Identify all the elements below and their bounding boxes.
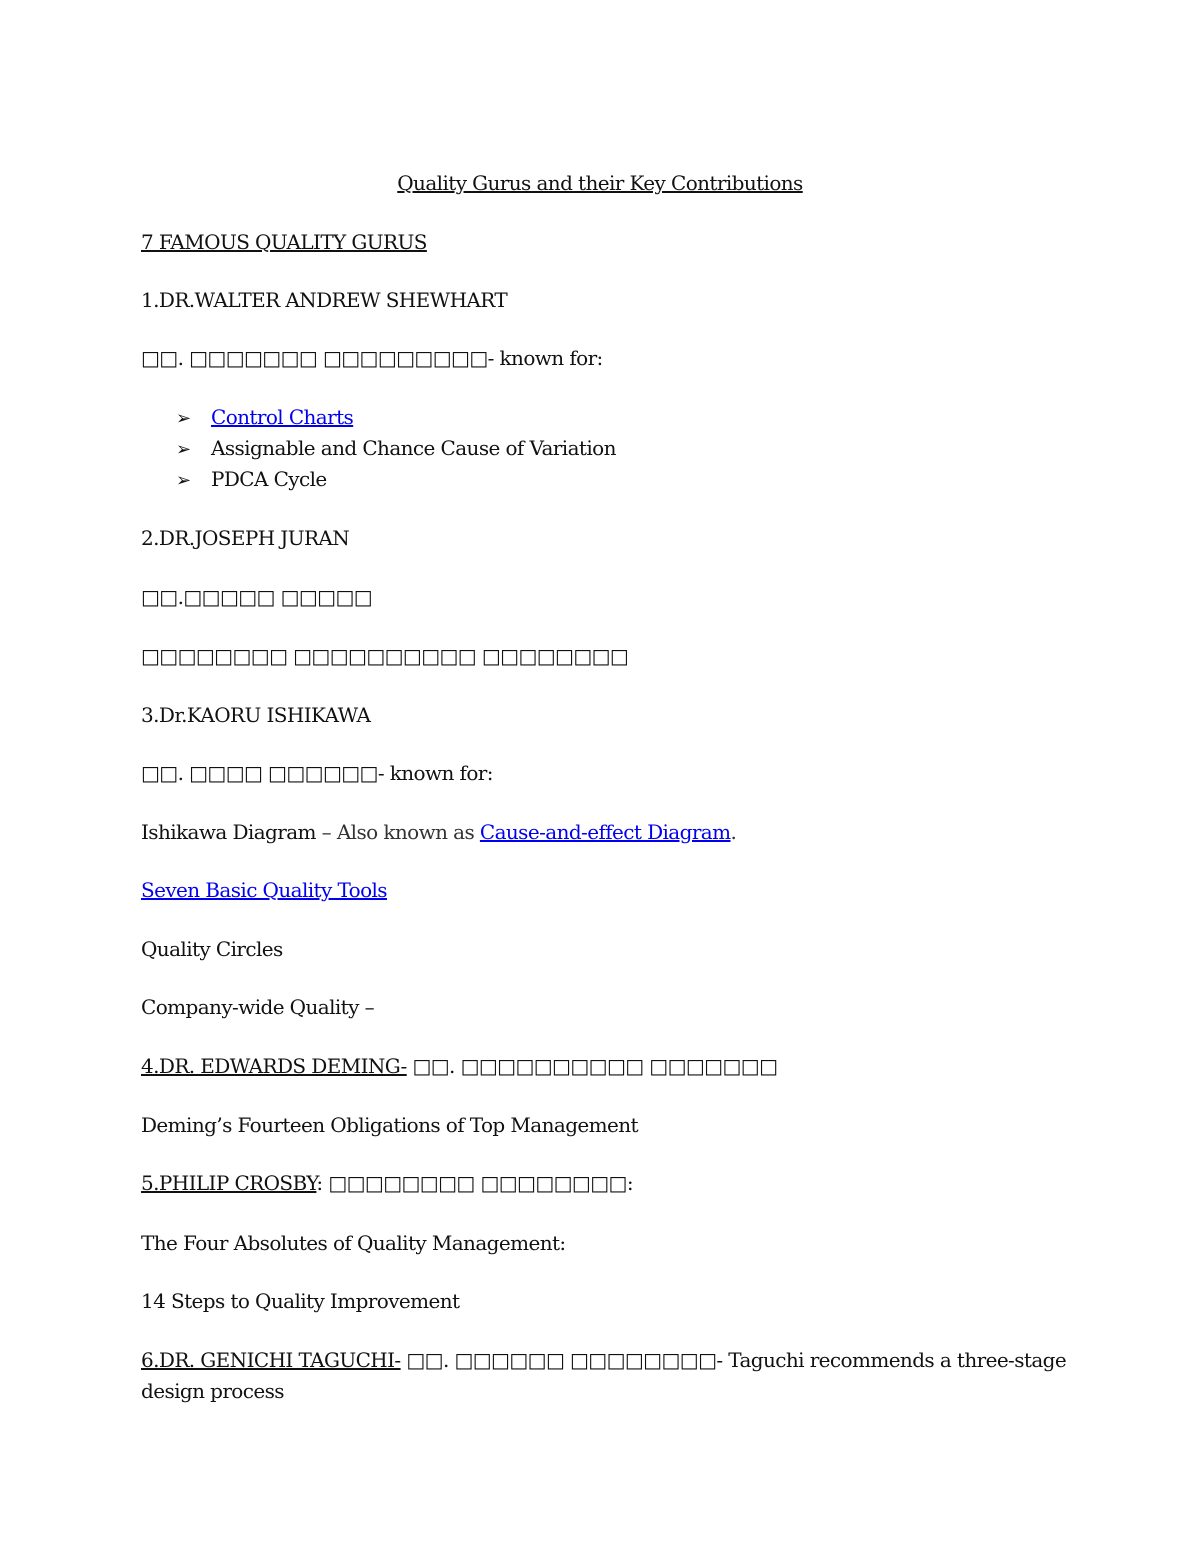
guru5-name: 5.PHILIP CROSBY: [141, 1171, 317, 1195]
arrow-bullet-icon: ➢: [176, 408, 191, 429]
quality-circles: Quality Circles: [141, 937, 283, 961]
guru1-native-name: □□. □□□□□□□ □□□□□□□□□: [141, 346, 488, 370]
guru3-native-line: [141, 758, 493, 788]
guru3-native-name: □□. □□□□ □□□□□□: [141, 761, 378, 785]
list-item-label: Assignable and Chance Cause of Variation: [211, 436, 616, 460]
guru2-name: 2.DR.JOSEPH JURAN: [141, 526, 350, 550]
arrow-bullet-icon: ➢: [176, 439, 191, 460]
guru2-native-name: □□.□□□□□ □□□□□: [141, 585, 373, 609]
guru3-name: 3.Dr.KAORU ISHIKAWA: [141, 703, 371, 727]
seven-basic-quality-tools-link[interactable]: Seven Basic Quality Tools: [141, 878, 387, 902]
guru1-name: 1.DR.WALTER ANDREW SHEWHART: [141, 288, 508, 312]
arrow-bullet-icon: ➢: [176, 470, 191, 491]
guru6-description-line1: - Taguchi recommends a three-stage: [716, 1348, 1067, 1372]
seven-tools-line: [141, 875, 387, 905]
fourteen-steps: 14 Steps to Quality Improvement: [141, 1289, 460, 1313]
guru4-native-name: □□. □□□□□□□□□□ □□□□□□□: [406, 1054, 778, 1078]
guru5-native-name: : □□□□□□□□ □□□□□□□□:: [316, 1171, 633, 1195]
also-known-as-text: – Also known as: [315, 820, 480, 844]
guru4-line: [141, 1051, 777, 1081]
guru2-native-line2: □□□□□□□□ □□□□□□□□□□ □□□□□□□□: [141, 644, 629, 668]
list-item: [176, 433, 616, 465]
list-item: [176, 464, 327, 496]
list-item-label: PDCA Cycle: [211, 467, 327, 491]
ishikawa-diagram-label: Ishikawa Diagram: [141, 820, 316, 844]
ishikawa-diagram-line: [141, 817, 736, 847]
guru3-known-for: - known for:: [377, 761, 493, 785]
guru6-line: [141, 1345, 1066, 1375]
guru6-native-name: □□. □□□□□□ □□□□□□□□: [400, 1348, 717, 1372]
guru5-line: [141, 1168, 633, 1198]
company-wide-quality: Company-wide Quality –: [141, 995, 374, 1019]
section-heading: 7 FAMOUS QUALITY GURUS: [141, 230, 427, 254]
guru6-name: 6.DR. GENICHI TAGUCHI-: [141, 1348, 401, 1372]
cause-and-effect-link[interactable]: Cause-and-effect Diagram: [479, 820, 731, 844]
guru1-known-for: - known for:: [487, 346, 603, 370]
control-charts-link[interactable]: Control Charts: [211, 405, 354, 429]
sentence-period: .: [730, 820, 737, 844]
guru4-name: 4.DR. EDWARDS DEMING-: [141, 1054, 407, 1078]
guru6-description-line2: design process: [141, 1379, 284, 1403]
list-item[interactable]: [176, 402, 353, 434]
document-title: Quality Gurus and their Key Contributions: [397, 171, 803, 195]
deming-obligations: Deming’s Fourteen Obligations of Top Management: [141, 1113, 638, 1137]
guru1-native-line: [141, 343, 603, 373]
four-absolutes: The Four Absolutes of Quality Management:: [141, 1231, 566, 1255]
